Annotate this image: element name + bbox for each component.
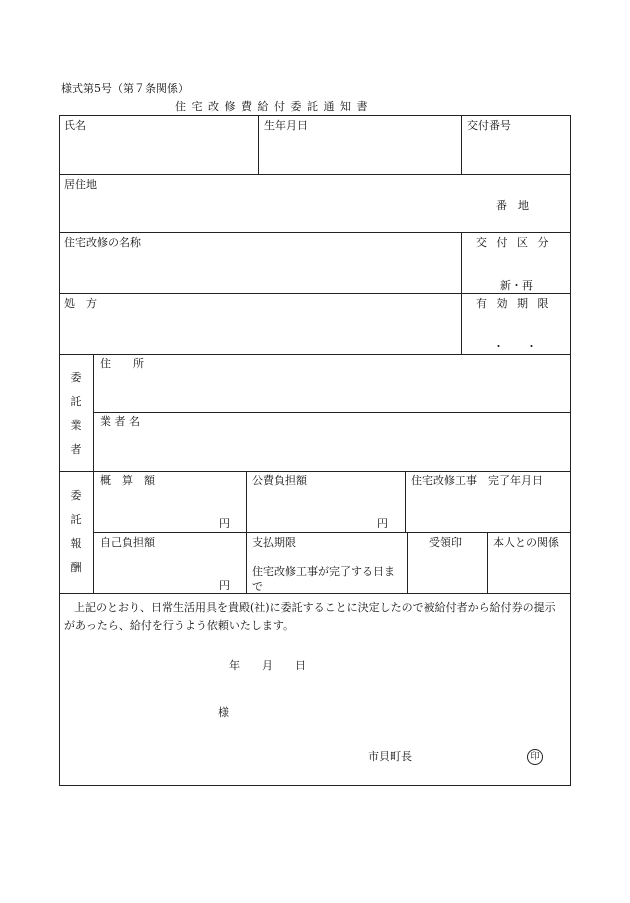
payment-deadline-text: 住宅改修工事が完了する日まで [252,565,395,593]
banchi-label: 番 地 [496,199,529,212]
col-divider-issue-no [461,115,462,174]
addressee-sama: 様 [218,706,229,719]
address-label: 居住地 [64,178,97,191]
birthdate-label: 生年月日 [264,119,308,132]
business-name-label: 業 者 名 [100,415,140,428]
col-divider-section [93,354,94,593]
col-divider-fee-2b [407,532,408,593]
fee-divider [93,532,571,533]
contractor-address-label: 住 所 [100,357,144,370]
approx-amount-yen: 円 [219,517,230,530]
col-divider-fee-1 [246,471,247,593]
mayor-name: 市貝町長 [368,750,412,763]
issue-number-label: 交付番号 [467,119,511,132]
row-divider-2 [59,232,571,233]
row-divider-4 [59,354,571,355]
name-label: 氏名 [64,119,86,132]
valid-period-label: 有 効 期 限 [476,297,552,310]
payment-deadline-label: 支払期限 [252,536,296,549]
public-burden-yen: 円 [377,517,388,530]
col-divider-birth [258,115,259,174]
row-divider-3 [59,293,571,294]
issue-category-value: 新・再 [500,279,533,292]
renovation-name-label: 住宅改修の名称 [64,236,141,249]
col-divider-fee-3 [487,532,488,593]
contractor-section-label: 委託業者 [70,371,82,456]
self-burden-yen: 円 [219,579,230,592]
approx-amount-label: 概 算 額 [100,474,155,487]
col-divider-fee-2a [405,471,406,532]
fee-section-label: 委託報酬 [70,489,82,574]
valid-period-value: ・ ・ [493,340,537,353]
notice-date: 年 月 日 [229,659,306,672]
row-divider-5 [59,471,571,472]
document-title: 住 宅 改 修 費 給 付 委 託 通 知 書 [175,100,369,113]
notice-body: 上記のとおり、日常生活用具を貴殿(社)に委託することに決定したので被給付者から給付券の提示があったら、給付を行うよう依頼いたします。 [64,601,556,632]
receipt-seal-label: 受領印 [429,536,462,549]
relationship-label: 本人との関係 [493,536,559,549]
official-seal-icon: 印 [527,749,543,765]
form-table [59,115,571,786]
form-number: 様式第5号（第７条関係） [61,82,189,95]
completion-date-label: 住宅改修工事 完了年月日 [411,474,543,487]
col-divider-category [461,232,462,354]
prescription-label: 処 方 [64,297,97,310]
row-divider-1 [59,174,571,175]
public-burden-label: 公費負担額 [252,474,307,487]
contractor-divider [93,412,571,413]
self-burden-label: 自己負担額 [100,536,155,549]
issue-category-label: 交 付 区 分 [476,236,552,249]
